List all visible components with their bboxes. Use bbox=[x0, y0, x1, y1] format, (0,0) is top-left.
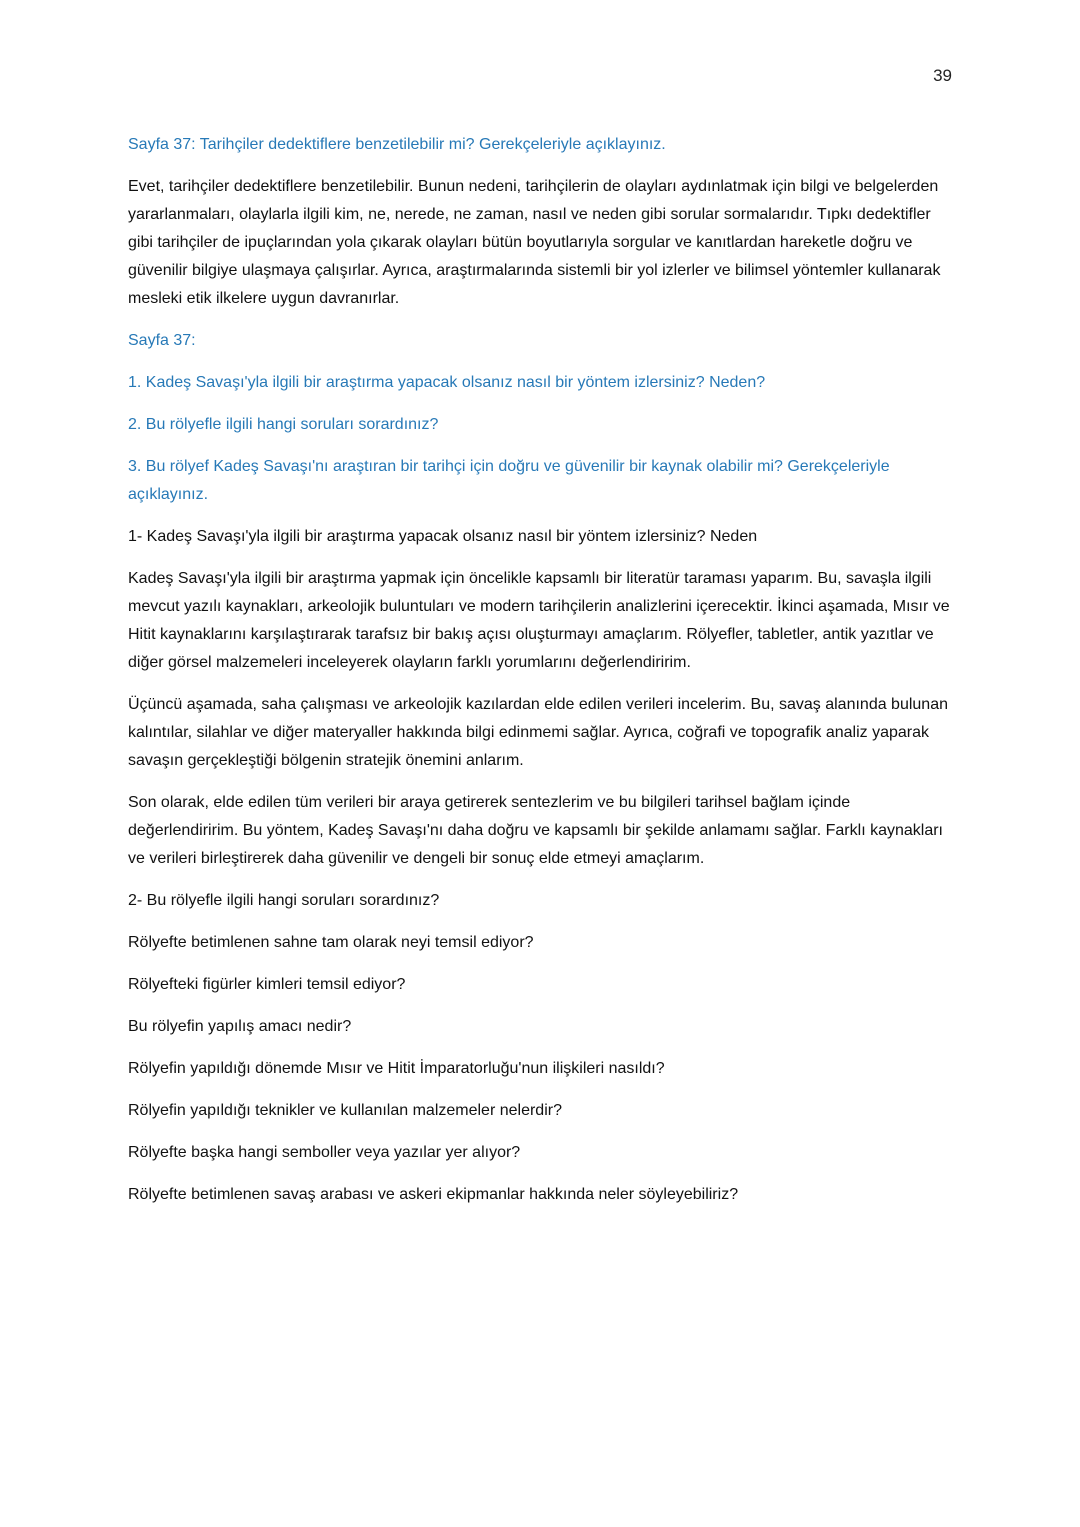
question-1: 1. Kadeş Savaşı'yla ilgili bir araştırma yapacak olsanız nasıl bir yöntem izlersiniz? Neden? bbox=[128, 374, 766, 391]
page-number: 39 bbox=[933, 66, 952, 85]
answer-1-heading: 1- Kadeş Savaşı'yla ilgili bir araştırma yapacak olsanız nasıl bir yöntem izlersiniz? Neden bbox=[128, 528, 758, 545]
answer-2-question-3: Bu rölyefin yapılış amacı nedir? bbox=[128, 1018, 352, 1035]
answer-1-paragraph-2: Üçüncü aşamada, saha çalışması ve arkeolojik kazılardan elde edilen verileri incelerim. Bu, savaş alanında bulunan kalıntılar, silahlar ve diğer materyaller hakkında bilgi edinmemi sağlar. Ayrıca, coğrafi ve topografik analiz yaparak savaşın gerçekleştiği bölgenin stratejik önemini anlarım. bbox=[128, 696, 948, 769]
answer-2-question-4: Rölyefin yapıldığı dönemde Mısır ve Hitit İmparatorluğu'nun ilişkileri nasıldı? bbox=[128, 1060, 665, 1077]
answer-2-question-1: Rölyefte betimlenen sahne tam olarak neyi temsil ediyor? bbox=[128, 934, 534, 951]
document-body bbox=[128, 131, 958, 1223]
answer-1-paragraph-1: Kadeş Savaşı'yla ilgili bir araştırma yapmak için öncelikle kapsamlı bir literatür taraması yaparım. Bu, savaşla ilgili mevcut yazılı kaynakları, arkeolojik buluntuları ve modern tarihçilerin analizlerini içerecektir. İkinci aşamada, Mısır ve Hitit kaynaklarını karşılaştırarak tarafsız bir bakış açısı oluşturmayı amaçlarım. Rölyefler, tabletler, antik yazıtlar ve diğer görsel malzemeleri inceleyerek olayların farklı yorumlarını değerlendiririm. bbox=[128, 570, 950, 671]
answer-2-heading: 2- Bu rölyefle ilgili hangi soruları sorardınız? bbox=[128, 892, 440, 909]
question-2: 2. Bu rölyefle ilgili hangi soruları sorardınız? bbox=[128, 416, 439, 433]
answer-2-question-2: Rölyefteki figürler kimleri temsil ediyor? bbox=[128, 976, 406, 993]
answer-2-question-7: Rölyefte betimlenen savaş arabası ve askeri ekipmanlar hakkında neler söyleyebiliriz? bbox=[128, 1186, 739, 1203]
question-3: 3. Bu rölyef Kadeş Savaşı'nı araştıran bir tarihçi için doğru ve güvenilir bir kaynak olabilir mi? Gerekçeleriyle açıklayınız. bbox=[128, 458, 890, 503]
question-title-1: Sayfa 37: Tarihçiler dedektiflere benzetilebilir mi? Gerekçeleriyle açıklayınız. bbox=[128, 136, 666, 153]
answer-paragraph-1: Evet, tarihçiler dedektiflere benzetilebilir. Bunun nedeni, tarihçilerin de olayları aydınlatmak için bilgi ve belgelerden yararlanmaları, olaylarla ilgili kim, ne, nerede, ne zaman, nasıl ve neden gibi sorular sormalarıdır. Tıpkı dedektifler gibi tarihçiler de ipuçlarından yola çıkarak olayları bütün boyutlarıyla sorgular ve kanıtlardan hareketle doğru ve güvenilir bilgiye ulaşmaya çalışırlar. Ayrıca, araştırmalarında sistemli bir yol izlerler ve bilimsel yöntemler kullanarak mesleki etik ilkelere uygun davranırlar. bbox=[128, 178, 941, 307]
answer-2-question-6: Rölyefte başka hangi semboller veya yazılar yer alıyor? bbox=[128, 1144, 521, 1161]
answer-1-paragraph-3: Son olarak, elde edilen tüm verileri bir araya getirerek sentezlerim ve bu bilgileri tarihsel bağlam içinde değerlendiririm. Bu yöntem, Kadeş Savaşı'nı daha doğru ve kapsamlı bir şekilde anlamamı sağlar. Farklı kaynakları ve verileri birleştirerek daha güvenilir ve dengeli bir sonuç elde etmeyi amaçlarım. bbox=[128, 794, 943, 867]
question-title-2: Sayfa 37: bbox=[128, 332, 196, 349]
answer-2-question-5: Rölyefin yapıldığı teknikler ve kullanılan malzemeler nelerdir? bbox=[128, 1102, 562, 1119]
